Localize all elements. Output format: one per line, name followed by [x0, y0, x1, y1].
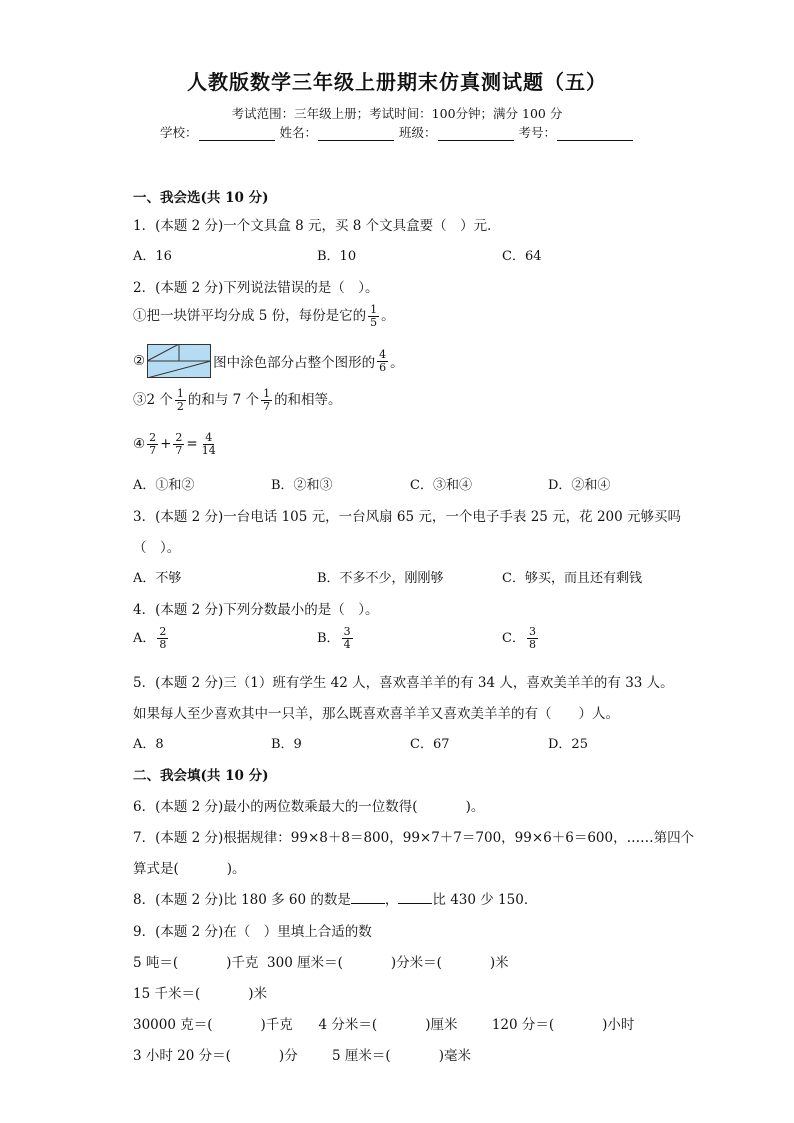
question-3-cont: （ ）。 — [133, 540, 181, 556]
option-b: B．②和③ — [271, 478, 333, 493]
page-title: 人教版数学三年级上册期末仿真测试题（五） — [187, 70, 607, 94]
section-heading: 二、我会填(共 10 分) — [133, 768, 269, 784]
option-a: A．8 — [133, 737, 164, 752]
option-c: C．67 — [410, 737, 450, 752]
question-6: 6．(本题 2 分)最小的两位数乘最大的一位数得( )。 — [133, 799, 485, 815]
option-b: B．10 — [317, 249, 357, 264]
section-heading: 一、我会选(共 10 分) — [133, 190, 269, 206]
option-b: B． $\frac{3}{4}$ — [317, 625, 351, 651]
question-4: 4．(本题 2 分)下列分数最小的是（ ）。 — [133, 602, 379, 618]
answer-blank[interactable] — [351, 891, 385, 904]
exam-info: 考试范围：三年级上册；考试时间：100分钟；满分 100 分 — [231, 106, 563, 121]
class-field[interactable] — [438, 127, 514, 141]
statement-3: ③2 个 $\frac{1}{2}$ 的和与 7 个 $\frac{1}{7}$ 的和相等。 — [133, 387, 342, 413]
statement-1: ①把一块饼平均分成 5 份，每份是它的 $\frac{1}{5}$ 。 — [133, 303, 395, 329]
option-d: D．②和④ — [548, 478, 611, 493]
question-7-cont: 算式是( )。 — [133, 861, 246, 877]
conversion-row: 30000 克＝( )千克 4 分米＝( )厘米 120 分＝( )小时 — [133, 1017, 635, 1033]
option-c: C．够买，而且还有剩钱 — [502, 571, 642, 586]
option-a: A．①和② — [133, 478, 195, 493]
option-c: C． $\frac{3}{8}$ — [502, 625, 536, 651]
conversion-row: 15 千米＝( )米 — [133, 986, 268, 1002]
fraction: $\frac{1}{5}$ — [370, 303, 378, 329]
question-5-cont: 如果每人至少喜欢其中一只羊，那么既喜欢喜羊羊又喜欢美羊羊的有（ ）人。 — [133, 706, 619, 722]
option-b: B．不多不少，刚刚够 — [317, 571, 444, 586]
statement-4: ④ $\frac{2}{7}$ + $\frac{2}{7}$ = $\frac{4}{14}$ — [133, 431, 216, 457]
name-label: 姓名： — [279, 125, 317, 140]
name-field[interactable] — [318, 127, 394, 141]
question-3: 3．(本题 2 分)一台电话 105 元，一台风扇 65 元，一个电子手表 25 元，花 200 元够买吗 — [133, 509, 682, 525]
shaded-rectangle-figure — [147, 344, 211, 378]
option-a: A．不够 — [133, 571, 182, 586]
question-1: 1．(本题 2 分)一个文具盒 8 元，买 8 个文具盒要（ ）元． — [133, 218, 501, 234]
exam-number-field[interactable] — [557, 127, 633, 141]
exam-number-label: 考号： — [518, 125, 556, 140]
conversion-row: 3 小时 20 分＝( )分 5 厘米＝( )毫米 — [133, 1048, 471, 1064]
option-a: A．16 — [133, 249, 172, 264]
question-8: 8．(本题 2 分)比 180 多 60 的数是 ， 比 430 少 150． — [133, 892, 538, 908]
question-2: 2．(本题 2 分)下列说法错误的是（ ）。 — [133, 280, 379, 296]
question-7: 7．(本题 2 分)根据规律：99×8＋8＝800，99×7＋7＝700，99×6＋6＝600，……第四个 — [133, 830, 695, 846]
question-5: 5．(本题 2 分)三（1）班有学生 42 人，喜欢喜羊羊的有 34 人，喜欢美羊羊的有 33 人。 — [133, 675, 674, 691]
conversion-row: 5 吨＝( )千克 300 厘米＝( )分米＝( )米 — [133, 955, 509, 971]
option-c: C．③和④ — [410, 478, 472, 493]
student-info-row — [0, 123, 794, 141]
question-9: 9．(本题 2 分)在（ ）里填上合适的数 — [133, 924, 372, 940]
option-d: D．25 — [548, 737, 588, 752]
answer-blank[interactable] — [398, 891, 432, 904]
option-b: B．9 — [271, 737, 302, 752]
class-label: 班级： — [398, 125, 437, 140]
option-c: C．64 — [502, 249, 542, 264]
school-label: 学校： — [159, 125, 198, 140]
option-a: A． $\frac{2}{8}$ — [133, 625, 167, 651]
statement-2: ② 图中涂色部分占整个图形的 $\frac{4}{6}$ 。 — [133, 344, 404, 378]
school-field[interactable] — [199, 127, 275, 141]
